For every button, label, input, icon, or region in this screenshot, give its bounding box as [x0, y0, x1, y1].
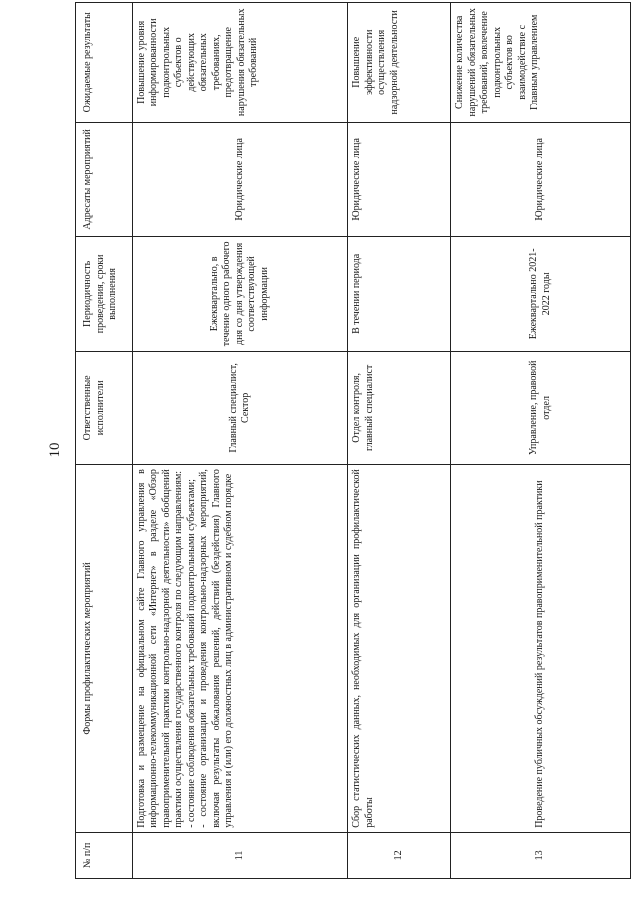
row-num: 13 — [451, 832, 631, 878]
header-results: Ожидаемые результаты — [76, 3, 133, 123]
row-form: Сбор статистических данных, необходимых для организации профилактической работы — [348, 465, 451, 833]
row-num: 11 — [132, 832, 348, 878]
table-header-row — [76, 3, 133, 879]
row-results: Повышение уровня информированности подконтрольных субъектов о действующих обязательных требованиях, предотвращение нарушения обязательных требований — [132, 3, 348, 123]
header-responsible: Ответственные исполнители — [76, 351, 133, 465]
prevention-measures-table — [75, 2, 631, 879]
table-row — [348, 3, 451, 879]
form-intro: Подготовка и размещение на официальном сайте Главного управления в информационно-телекоммуникационной сети «Интернет» в разделе «Обзор правоприменительной практики контрольно-надзорной деятельности» обобщений практики осуществления государственного контроля по следующим направлениям: — [135, 469, 185, 828]
row-responsible: Управление, правовой отдел — [451, 351, 631, 465]
header-num: № п/п — [76, 832, 133, 878]
row-form: Проведение публичных обсуждений результатов правоприменительной практики — [451, 465, 631, 833]
table-row — [451, 3, 631, 879]
header-forms: Формы профилактических мероприятий — [76, 465, 133, 833]
row-period: Ежеквартально, в течение одного рабочего дня со дня утверждения соответствующей информации — [132, 237, 348, 352]
row-responsible: Отдел контроля, главный специалист — [348, 351, 451, 465]
header-addressees: Адресаты мероприятий — [76, 122, 133, 237]
rotated-table-container — [75, 2, 631, 879]
page-number: 10 — [47, 442, 63, 458]
row-period: В течении периода — [348, 237, 451, 352]
form-item: - состояние организации и проведения контрольно-надзорных мероприятий, включая результаты обжалования решений, действий (бездействия) Главного управления и (или) его должностных лиц в административном и судебном порядке — [198, 469, 235, 828]
row-period: Ежеквартально 2021-2022 годы — [451, 237, 631, 352]
row-responsible: Главный специалист, Сектор — [132, 351, 348, 465]
table-row — [132, 3, 348, 879]
form-item: - состояние соблюдения обязательных требований подконтрольными субъектами; — [185, 479, 197, 828]
row-num: 12 — [348, 832, 451, 878]
row-results: Снижение количества нарушений обязательных требований, вовлечение подконтрольных субъектов во взаимодействие с Главным управлением — [451, 3, 631, 123]
row-form — [132, 465, 348, 833]
row-addressees: Юридические лица — [451, 122, 631, 237]
row-results: Повышение эффективности осуществления надзорной деятельности — [348, 3, 451, 123]
row-addressees: Юридические лица — [132, 122, 348, 237]
row-addressees: Юридические лица — [348, 122, 451, 237]
header-period: Периодичность проведения, сроки выполнения — [76, 237, 133, 352]
